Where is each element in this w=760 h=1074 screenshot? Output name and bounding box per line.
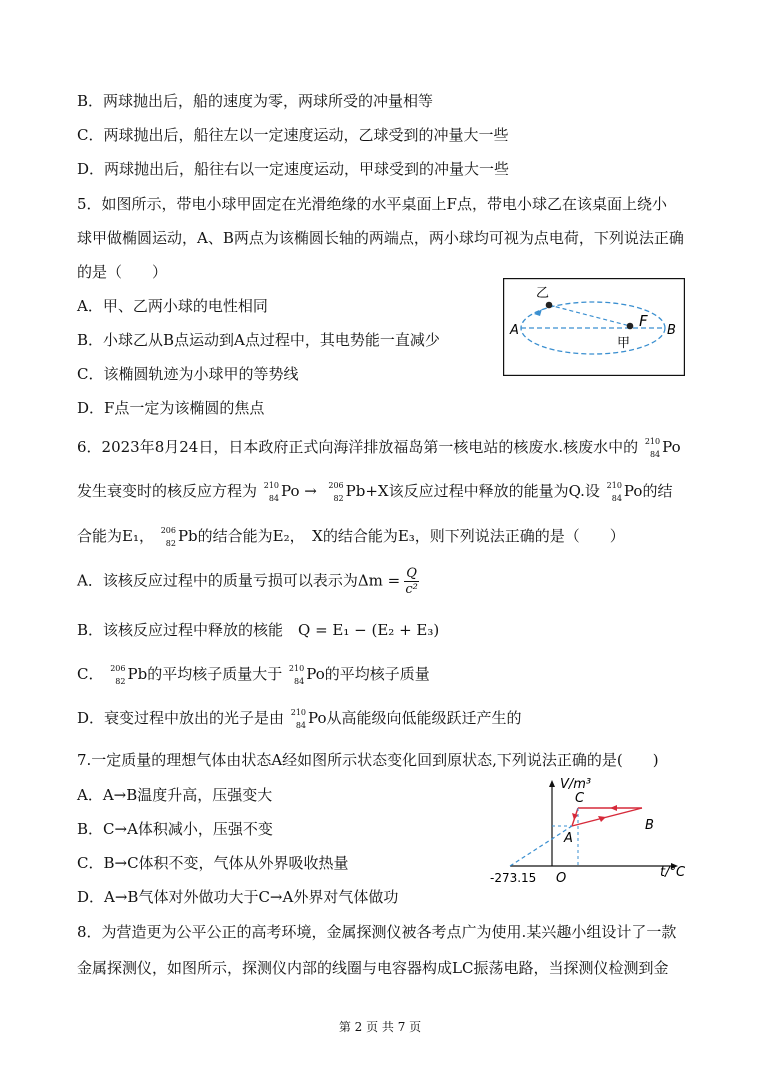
ball-jia [627,323,634,330]
q4-option-d: D．两球抛出后，船往右以一定速度运动，甲球受到的冲量大一些 [77,160,510,178]
label-jia: 甲 [617,336,631,351]
q6-option-c-label: C． [77,665,104,683]
q7-option-a: A．A→B温度升高，压强变大 [77,786,273,804]
q6-line-2 [77,481,672,503]
pb-symbol: Pb [127,665,148,683]
po-symbol: Po [281,482,300,500]
q6-line-1 [77,437,681,459]
po-symbol: Po [623,482,643,500]
q5-option-c: C．该椭圆轨迹为小球甲的等势线 [77,365,299,383]
label-c: C [575,791,585,806]
q6-option-c [77,664,430,686]
pb-symbol: Pb [177,527,198,545]
q6-option-d [77,708,522,730]
q6-line-2-text-b: +X该反应过程中释放的能量为Q.设 [365,482,600,500]
label-b: B [667,323,676,338]
origin-label: O [556,871,567,886]
ellipse-orbit-diagram [503,278,685,376]
q5-stem-line-1: 5．如图所示，带电小球甲固定在光滑绝缘的水平桌面上F点，带电小球乙在该桌面上绕小 [77,195,667,213]
q6-line-2-text-c: 的结 [642,482,673,500]
po-symbol: Po [306,665,325,683]
po-nuclide: 210 84 [290,708,307,730]
po-nuclide: 210 84 [263,481,280,503]
q6-line-3-text: 合能为E₁， [77,527,154,545]
intercept-label: -273.15 [490,871,537,885]
q7-option-b: B．C→A体积减小，压强不变 [77,820,273,838]
q5-stem-line-3: 的是（ ） [77,263,168,281]
q8-line-2: 金属探测仪，如图所示，探测仪内部的线圈与电容器构成LC振荡电路，当探测仪检测到金 [77,959,669,977]
ball-yi [546,302,553,309]
vt-graph [480,772,692,888]
po-symbol: Po [308,709,327,727]
q7-option-d: D．A→B气体对外做功大于C→A外界对气体做功 [77,888,399,906]
q4-option-c: C．两球抛出后，船往左以一定速度运动，乙球受到的冲量大一些 [77,126,509,144]
label-a: A [564,831,573,846]
path-a-to-b [572,808,642,826]
q7-option-c: C．B→C体积不变，气体从外界吸收热量 [77,854,349,872]
v-axis-arrow-icon [549,780,555,787]
arrow-icon: → [299,482,322,500]
po-nuclide: 210 84 [644,437,661,459]
q6-option-d-text-b: 从高能级向低能级跃迁产生的 [326,709,522,727]
q5-option-b: B．小球乙从B点运动到A点过程中，其电势能一直减少 [77,331,440,349]
label-a: A [510,323,519,338]
q6-line-2-text: 发生衰变时的核反应方程为 [77,482,258,500]
q8-line-1: 8．为营造更为公平公正的高考环境，金属探测仪被各考点广为使用.某兴趣小组设计了一款 [77,923,677,941]
label-yi: 乙 [536,286,550,301]
label-b: B [645,818,654,833]
q6-option-b: B．该核反应过程中释放的核能 Q = E₁ − (E₂ + E₃) [77,621,440,639]
extrapolated-isobar [510,826,572,866]
pb-nuclide: 206 82 [328,481,344,503]
q6-line-3 [77,526,625,548]
q4-option-b: B．两球抛出后，船的速度为零，两球所受的冲量相等 [77,92,434,110]
mass-defect-fraction: $\frac{Q}{\text{c²}}$ [405,566,418,597]
q6-option-c-text-b: 的平均核子质量 [324,665,430,683]
line-yi-to-F [549,305,630,326]
pb-nuclide: 206 82 [110,664,126,686]
q5-stem-line-2: 球甲做椭圆运动，A、B两点为该椭圆长轴的两端点，两小球均可视为点电荷，下列说法正确 [77,229,684,247]
pb-symbol: Pb [345,482,366,500]
arrow-b-c-icon [610,805,617,811]
v-axis-label: V/m³ [560,777,592,792]
q5-option-a: A．甲、乙两小球的电性相同 [77,297,268,315]
q6-option-c-text: 的平均核子质量大于 [147,665,283,683]
t-axis-label: t/°C [660,865,686,880]
label-f: F [639,312,648,330]
page-footer: 第 2 页 共 7 页 [338,1020,422,1034]
q6-line-3-text-b: 的结合能为E₂， X的结合能为E₃，则下列说法正确的是（ ） [197,527,625,545]
po-nuclide: 210 84 [606,481,622,503]
q6-option-d-text: D．衰变过程中放出的光子是由 [77,709,285,727]
q6-line-1-text: 6．2023年8月24日，日本政府正式向海洋排放福岛第一核电站的核废水.核废水中的 [77,438,639,456]
q7-stem: 7.一定质量的理想气体由状态A经如图所示状态变化回到原状态,下列说法正确的是( ) [77,751,659,769]
q5-option-d: D．F点一定为该椭圆的焦点 [77,399,265,417]
pb-nuclide: 206 82 [160,526,176,548]
q6-option-a [77,566,419,597]
po-symbol: Po [662,438,681,456]
q6-option-a-text: A．该核反应过程中的质量亏损可以表示为Δm = [77,571,401,590]
po-nuclide: 210 84 [288,664,305,686]
